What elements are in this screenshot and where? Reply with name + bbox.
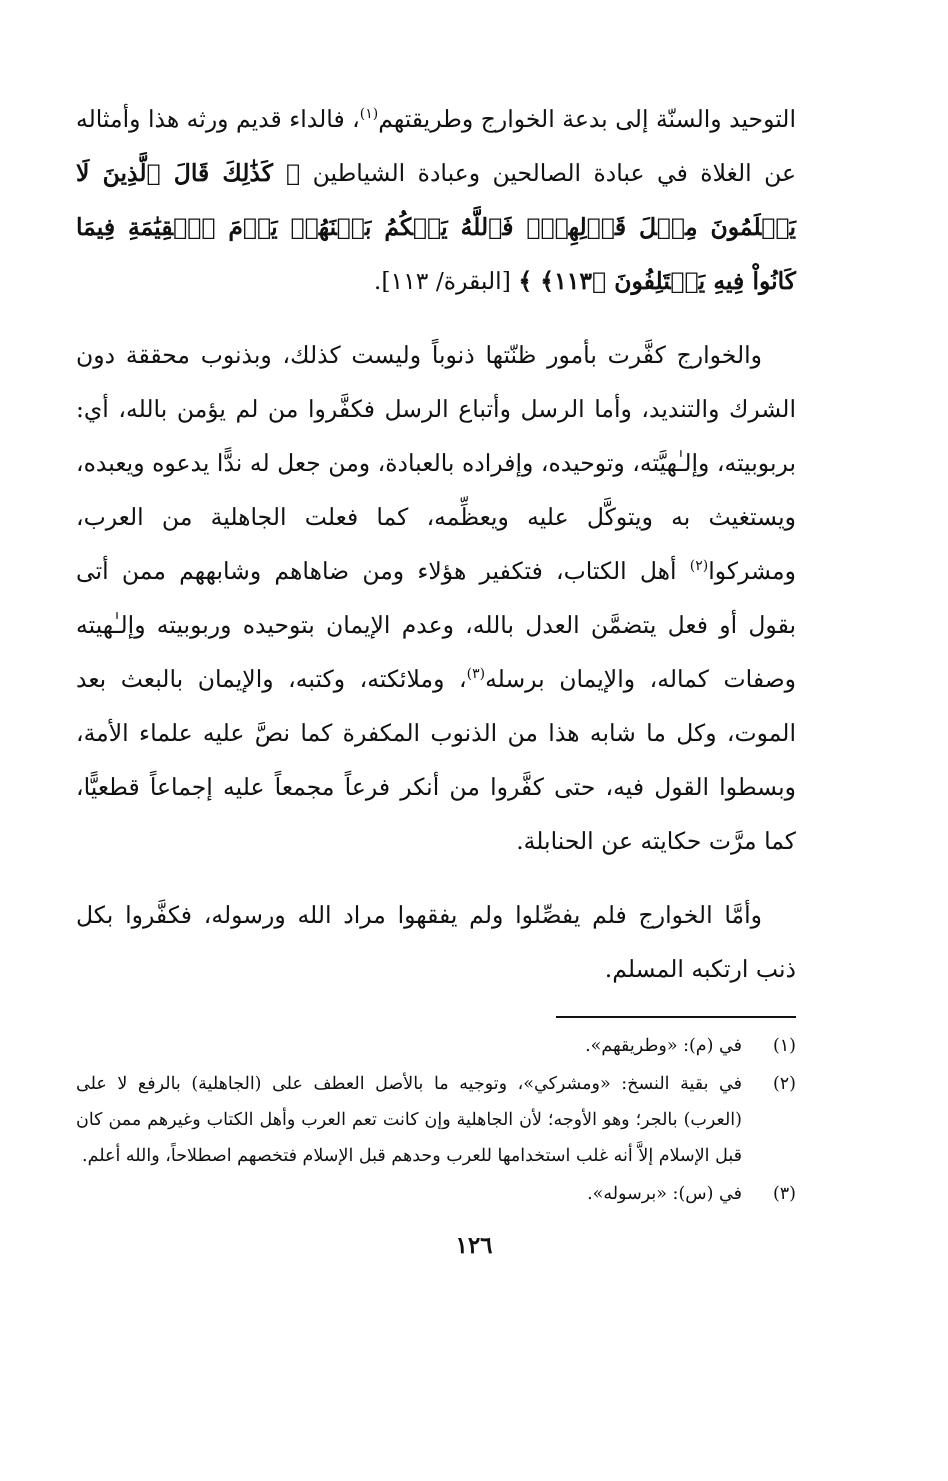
footnote-separator bbox=[556, 1016, 796, 1018]
paragraph-1-text-middle: ، فالداء قديم ورثه هذا وأمثاله عن الغلاة في عبادة الصالحين وعبادة الشياطين bbox=[76, 105, 796, 187]
footnote-ref-2: (٢) bbox=[689, 558, 709, 575]
footnote-text: في (م): «وطريقهم». bbox=[585, 1036, 742, 1056]
footnote-3 bbox=[76, 1176, 796, 1212]
book-page bbox=[76, 92, 796, 1214]
footnote-number: (١) bbox=[772, 1036, 796, 1056]
paragraph-3 bbox=[76, 888, 796, 996]
footnote-2 bbox=[76, 1066, 796, 1174]
paragraph-3-text: وأمَّا الخوارج فلم يفصِّلوا ولم يفقهوا مراد الله ورسوله، فكفَّروا بكل ذنب ارتكبه المسلم. bbox=[76, 901, 796, 983]
paragraph-1 bbox=[76, 92, 796, 308]
page-number: ١٢٦ bbox=[455, 1232, 493, 1259]
paragraph-1-text-start: التوحيد والسنّة إلى بدعة الخوارج وطريقتهم bbox=[378, 105, 796, 133]
paragraph-2-text-end: ، وملائكته، وكتبه، والإيمان بالبعث بعد الموت، وكل ما شابه هذا من الذنوب المكفرة كما نصَّ عليه علماء الأمة، وبسطوا القول فيه، حتى كفَّروا من أنكر فرعاً مجمعاً عليه إجماعاً قطعيًّا، كما مرَّت حكايته عن الحنابلة. bbox=[76, 665, 796, 855]
footnote-ref-1: (١) bbox=[359, 106, 379, 123]
footnote-1 bbox=[76, 1028, 796, 1064]
paragraph-2-text-middle: أهل الكتاب، فتكفير هؤلاء ومن ضاهاهم وشابههم ممن أتى بقول أو فعل يتضمَّن العدل بالله، وعدم الإيمان بتوحيده وربوبيته وإلـٰهيته وصفات كماله، والإيمان برسله bbox=[76, 557, 797, 693]
footnote-number: (٣) bbox=[772, 1184, 796, 1204]
footnote-ref-3: (٣) bbox=[466, 666, 486, 683]
footnote-text: في بقية النسخ: «ومشركي»، وتوجيه ما بالأصل العطف على (الجاهلية) بالرفع لا على (العرب) بالجر؛ وهو الأوجه؛ لأن الجاهلية وإن كانت تعم العرب وأهل الكتاب وغيرهم ممن كان قبل الإسلام إلاَّ أنه غلب استخدامها للعرب وحدهم قبل الإسلام فتخصهم اصطلاحاً، والله أعلم. bbox=[76, 1074, 742, 1166]
paragraph-2 bbox=[76, 328, 796, 868]
verse-citation: [البقرة/ ١١٣]. bbox=[373, 267, 519, 295]
footnote-text: في (س): «برسوله». bbox=[587, 1184, 742, 1204]
paragraph-2-text-start: والخوارج كفَّرت بأمور ظنّتها ذنوباً وليست كذلك، وبذنوب محققة دون الشرك والتنديد، وأما الرسل وأتباع الرسل فكفَّروا من لم يؤمن بالله، أي: بربوبيته، وإلـٰهيَّته، وتوحيده، وإفراده بالعبادة، ومن جعل له ندًّا يدعوه ويعبده، ويستغيث به ويتوكَّل عليه ويعظِّمه، كما فعلت الجاهلية من العرب، ومشركوا bbox=[76, 341, 796, 585]
footnotes bbox=[76, 1028, 796, 1212]
quran-verse: ﴿ كَذَٰلِكَ قَالَ ٱلَّذِينَ لَا يَعۡلَمُونَ مِثۡلَ قَوۡلِهِمۡۚ فَٱللَّهُ يَحۡكُمُ بَيۡنَهُمۡ يَوۡمَ ٱلۡقِيَٰمَةِ فِيمَا كَانُواْ فِيهِ يَخۡتَلِفُونَ ﴿١١٣﴾ ﴾ bbox=[76, 159, 796, 295]
footnote-number: (٢) bbox=[772, 1074, 796, 1094]
